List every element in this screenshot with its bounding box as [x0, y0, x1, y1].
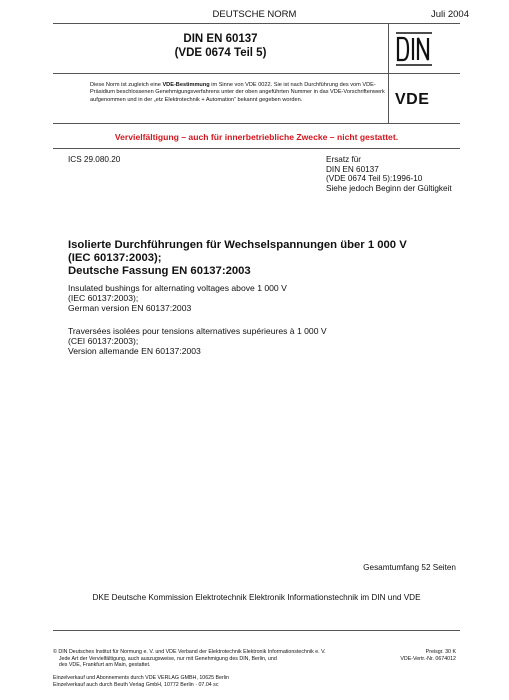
norm-label: DEUTSCHE NORM — [212, 9, 297, 20]
header-box-bottom-rule — [53, 123, 460, 124]
german-title-line: (IEC 60137:2003); — [68, 252, 162, 265]
replacement-line: Siehe jedoch Beginn der Gültigkeit — [326, 183, 452, 193]
copyright-line: des VDE, Frankfurt am Main, gestattet. — [53, 662, 151, 669]
sales-line: Einzelverkauf und Abonnements durch VDE VERLAG GMBH, 10625 Berlin — [53, 675, 230, 681]
replacement-line: Ersatz für — [326, 155, 362, 164]
german-title — [68, 239, 448, 279]
german-title-line: Isolierte Durchführungen für Wechselspannungen über 1 000 V — [68, 239, 407, 251]
french-title-line: Traversées isolées pour tensions alternatives supérieures à 1 000 V — [68, 326, 327, 336]
din-logo-icon — [394, 31, 434, 67]
copyright-notice — [53, 649, 353, 669]
copyright-line: © DIN Deutsches Institut für Normung e. V. und VDE Verband der Elektrotechnik Elektronik Informationstechnik e. V. — [53, 649, 326, 655]
top-rule — [53, 23, 460, 24]
sales-info — [53, 675, 353, 688]
reproduction-notice: Vervielfältigung – auch für innerbetriebliche Zwecke – nicht gestattet. — [114, 132, 399, 142]
total-pages: Gesamtumfang 52 Seiten — [363, 563, 456, 572]
german-title-line: Deutsche Fassung EN 60137:2003 — [68, 265, 251, 278]
replacement-line: DIN EN 60137 — [326, 164, 379, 174]
price-group: Preisgr. 30 K — [425, 649, 456, 655]
vde-contract-number: VDE-Vertr.-Nr. 0674012 — [400, 655, 456, 662]
ics-code: ICS 29.080.20 — [68, 155, 121, 164]
notice-bottom-rule — [53, 148, 460, 149]
publication-date: Juli 2004 — [430, 9, 469, 20]
replacement-line: (VDE 0674 Teil 5):1996-10 — [326, 174, 423, 183]
price-info — [366, 649, 456, 662]
english-title-line: (IEC 60137:2003); — [68, 293, 139, 304]
logo-column-divider — [388, 23, 389, 123]
dke-committee: DKE Deutsche Kommission Elektrotechnik Elektronik Informationstechnik im DIN und VDE — [92, 593, 421, 602]
title-divider — [53, 73, 460, 74]
document-number-vde: (VDE 0674 Teil 5) — [174, 47, 267, 59]
english-title-line: Insulated bushings for alternating voltages above 1 000 V — [68, 283, 287, 293]
vde-notice: Diese Norm ist zugleich eine VDE-Bestimmung im Sinne von VDE 0022. Sie ist nach Durchführung des vom VDE-Präsidium beschlossenen Genehmigungsverfahrens unter der oben angeführten Nummer in das VDE-Vorschriftenwerk aufgenommen und in der „etz Elektrotechnik + Automation“ bekannt gegeben worden. — [90, 82, 385, 103]
french-title — [68, 326, 428, 357]
sales-line: Einzelverkauf auch durch Beuth Verlag GmbH, 10772 Berlin · 07.04 sc — [53, 681, 219, 688]
french-title-line: (CEI 60137:2003); — [68, 336, 139, 347]
vde-logo-icon: VDE — [395, 91, 430, 108]
english-title-line: German version EN 60137:2003 — [68, 303, 192, 314]
english-title — [68, 283, 428, 314]
copyright-line: Jede Art der Vervielfältigung, auch auszugsweise, nur mit Genehmigung des DIN, Berlin, und — [53, 655, 277, 662]
french-title-line: Version allemande EN 60137:2003 — [68, 346, 201, 357]
document-number-din: DIN EN 60137 — [183, 33, 258, 45]
document-number — [53, 32, 388, 60]
dke-bottom-rule — [53, 630, 460, 631]
replacement-info — [326, 155, 452, 193]
